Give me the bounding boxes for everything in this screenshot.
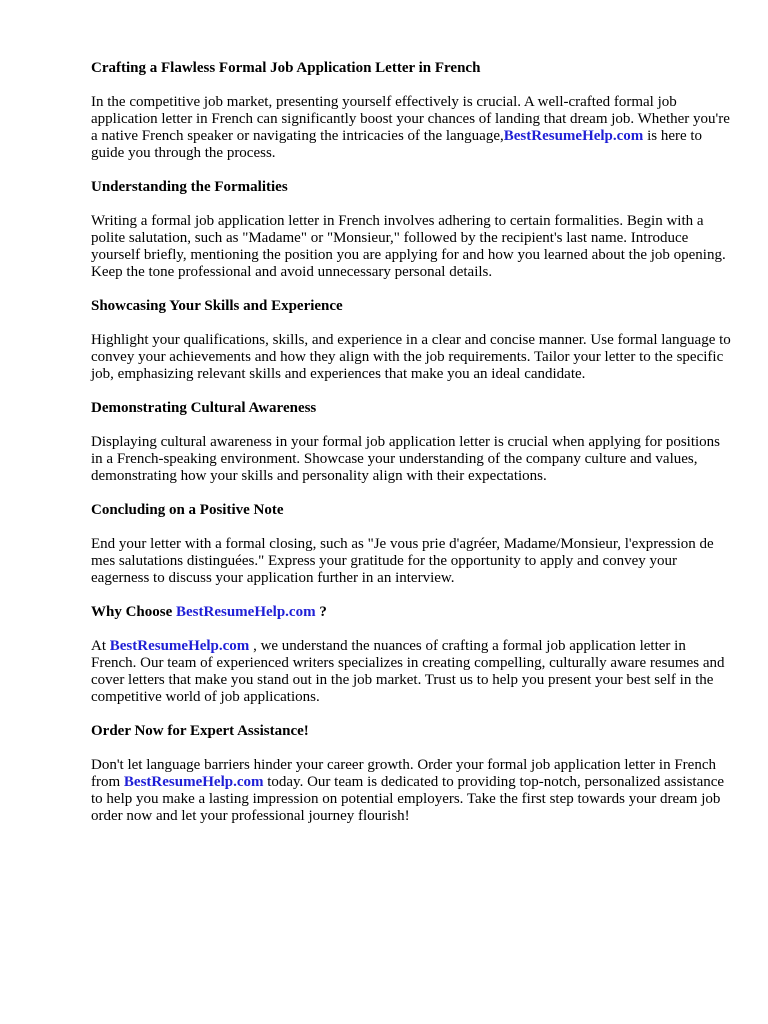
section-body-order-now	[91, 757, 736, 825]
section-body-concluding: End your letter with a formal closing, such as "Je vous prie d'agréer, Madame/Monsieur, l'expression de mes salutations distinguées." Express your gratitude for the opportunity to apply and convey your eagerness to discuss your application further in an interview.	[91, 536, 714, 586]
section-heading-cultural: Demonstrating Cultural Awareness	[91, 400, 317, 416]
order-body-after: today. Our team is dedicated to providing top-notch, personalized assistance to help you make a lasting impression on potential employers. Take the first step towards your dream job order now and let your professional journey flourish!	[91, 774, 736, 824]
intro-text-after: is here to guide you through the process.	[91, 128, 703, 161]
section-heading-why-choose	[91, 604, 731, 621]
intro-paragraph	[91, 94, 731, 162]
section-body-cultural: Displaying cultural awareness in your formal job application letter is crucial when applying for positions in a French-speaking environment. Showcase your understanding of the company culture and values, demonstrating how your skills and personality align with their expectations.	[91, 434, 721, 484]
section-heading-formalities: Understanding the Formalities	[91, 179, 288, 195]
document-title: Crafting a Flawless Formal Job Application Letter in French	[91, 60, 481, 76]
why-body-before: At	[91, 638, 110, 654]
section-heading-order-now: Order Now for Expert Assistance!	[91, 723, 309, 739]
section-heading-concluding: Concluding on a Positive Note	[91, 502, 284, 518]
why-body-after: , we understand the nuances of crafting a formal job application letter in French. Our team of experienced writers specializes in creating compelling, culturally aware resumes and cover letters that make you stand out in the job market. Trust us to help you present your best self in the competitive world of job applications.	[91, 638, 725, 705]
why-heading-after: ?	[315, 604, 327, 620]
intro-text-before: In the competitive job market, presenting yourself effectively is crucial. A well-crafted formal job application letter in French can significantly boost your chances of landing that dream job. Whether you're a native French speaker or navigating the intricacies of the language,	[91, 94, 730, 144]
document-content	[91, 60, 736, 842]
section-body-why-choose	[91, 638, 731, 706]
section-heading-skills: Showcasing Your Skills and Experience	[91, 298, 343, 314]
bestresumehelp-link[interactable]: BestResumeHelp.com	[109, 638, 250, 654]
bestresumehelp-link[interactable]: BestResumeHelp.com	[123, 774, 264, 790]
bestresumehelp-link[interactable]: BestResumeHelp.com	[176, 604, 316, 620]
order-body-before: Don't let language barriers hinder your career growth. Order your formal job application letter in French from	[91, 757, 720, 790]
section-body-formalities: Writing a formal job application letter in French involves adhering to certain formalities. Begin with a polite salutation, such as "Madame" or "Monsieur," followed by the recipient's last name. Introduce yourself briefly, mentioning the position you are applying for and how you learned about the job opening. Keep the tone professional and avoid unnecessary personal details.	[91, 213, 726, 280]
bestresumehelp-link[interactable]: BestResumeHelp.com	[503, 128, 644, 144]
why-heading-before: Why Choose	[91, 604, 177, 620]
section-body-skills: Highlight your qualifications, skills, and experience in a clear and concise manner. Use formal language to convey your achievements and how they align with the job requirements. Tailor your letter to the specific job, emphasizing relevant skills and experiences that make you an ideal candidate.	[91, 332, 731, 382]
